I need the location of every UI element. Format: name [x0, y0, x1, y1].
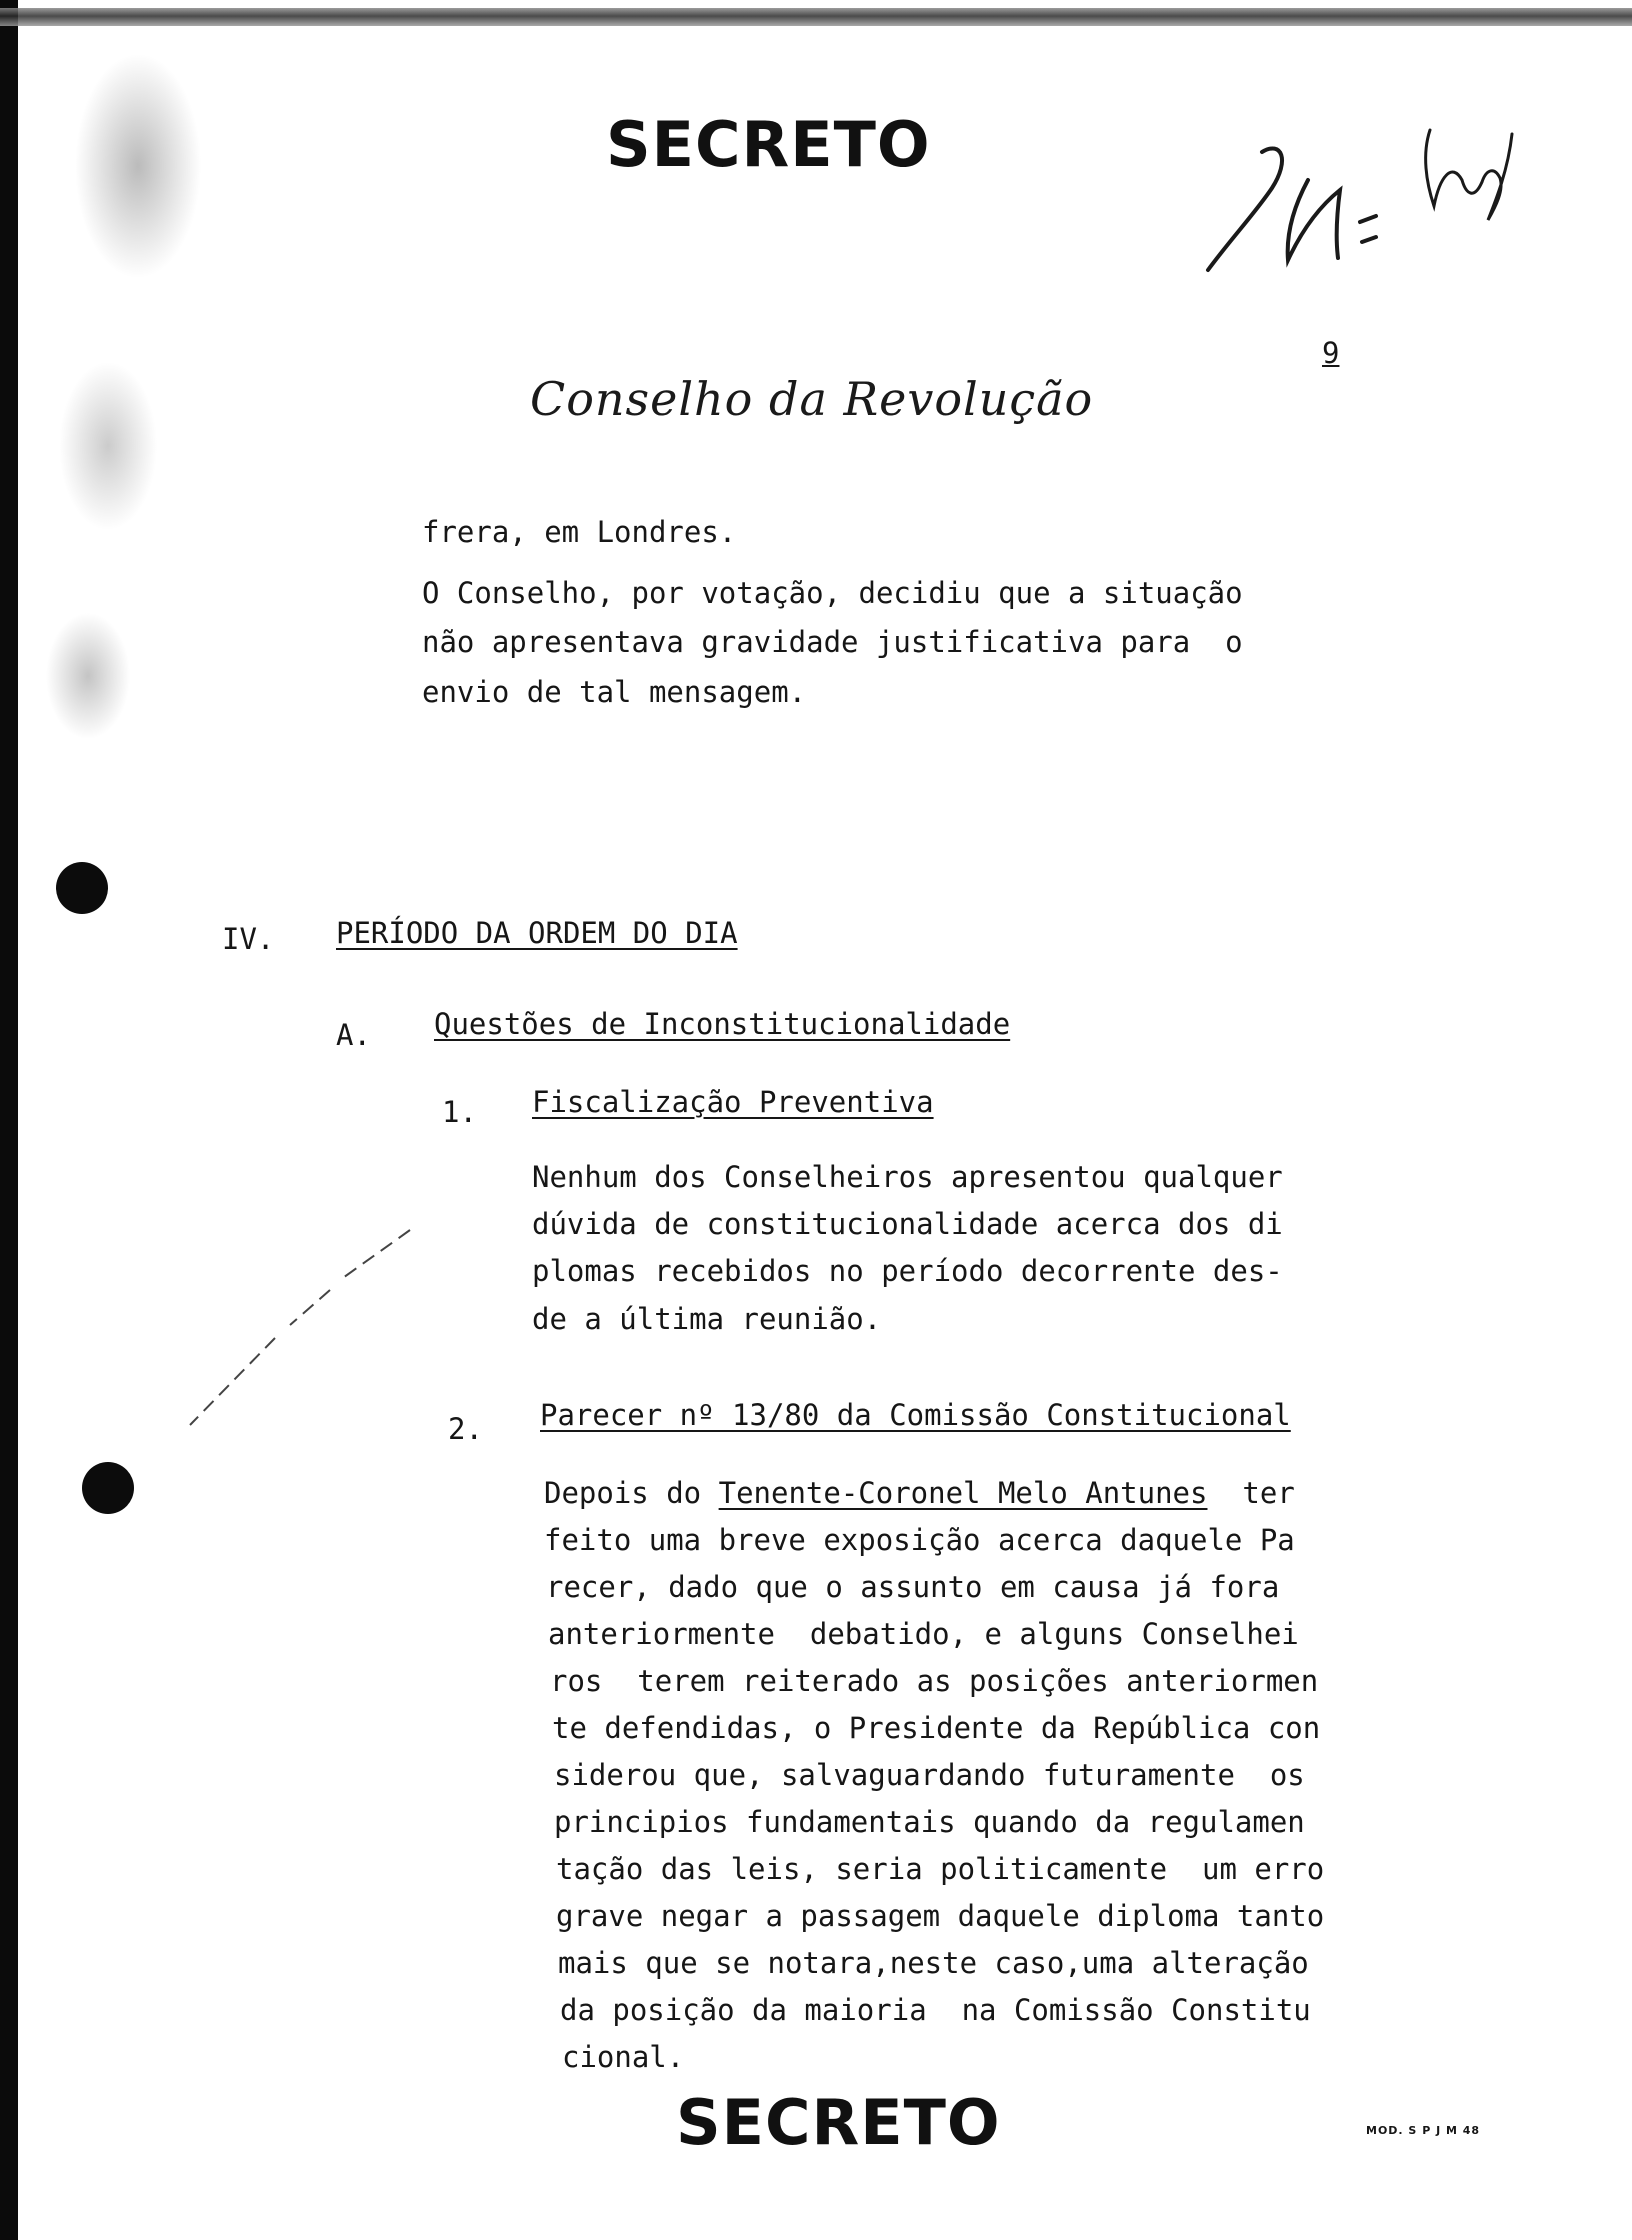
page-number: 9 [1322, 336, 1340, 370]
item-2-line: da posição da maioria na Comissão Constitu [560, 1993, 1311, 2027]
item-2-line [544, 1476, 1295, 1510]
item-number: 2. [448, 1412, 483, 1446]
handwritten-initials [1190, 110, 1520, 300]
letterhead-title: Conselho da Revolução [530, 372, 1094, 426]
item-2-line: ros terem reiterado as posições anteriormen [550, 1664, 1319, 1698]
item-2-line: tação das leis, seria politicamente um erro [556, 1852, 1325, 1886]
section-number: IV. [222, 922, 275, 956]
item-2-line: feito uma breve exposição acerca daquele Pa [544, 1523, 1295, 1557]
scan-smudge [18, 26, 278, 786]
item-2-line: principios fundamentais quando da regulamen [554, 1805, 1305, 1839]
item-2-line: mais que se notara,neste caso,uma alteração [558, 1946, 1309, 1980]
classification-stamp-bottom: SECRETO [676, 2086, 1001, 2159]
item-1-line: Nenhum dos Conselheiros apresentou qualquer [532, 1160, 1283, 1194]
scan-left-edge [0, 0, 18, 2240]
punch-hole-top [56, 862, 108, 914]
stray-pen-mark [180, 1220, 420, 1440]
item-title: Fiscalização Preventiva [532, 1085, 934, 1119]
item-2-line: te defendidas, o Presidente da República con [552, 1711, 1321, 1745]
intro-line: O Conselho, por votação, decidiu que a situação [422, 576, 1243, 610]
item-2-line: anteriormente debatido, e alguns Conselhei [548, 1617, 1299, 1651]
scan-top-edge [0, 8, 1632, 26]
classification-stamp-top: SECRETO [606, 108, 931, 181]
item-2-line: cional. [562, 2040, 685, 2074]
intro-line: frera, em Londres. [422, 515, 737, 549]
item-2-line: siderou que, salvaguardando futuramente os [554, 1758, 1305, 1792]
subsection-letter: A. [336, 1018, 371, 1052]
subsection-title: Questões de Inconstitucionalidade [434, 1007, 1011, 1041]
item-1-line: plomas recebidos no período decorrente des- [532, 1254, 1283, 1288]
person-name: Tenente-Coronel Melo Antunes [718, 1476, 1208, 1510]
intro-line: envio de tal mensagem. [422, 675, 807, 709]
item-2-line-end: ter [1207, 1476, 1295, 1510]
form-code: MOD. S P J M 48 [1366, 2124, 1481, 2137]
item-2-line-start: Depois do [544, 1476, 719, 1510]
intro-line: não apresentava gravidade justificativa para o [422, 625, 1243, 659]
item-2-line: recer, dado que o assunto em causa já fora [546, 1570, 1280, 1604]
item-2-line: grave negar a passagem daquele diploma tanto [556, 1899, 1325, 1933]
item-title: Parecer nº 13/80 da Comissão Constitucional [540, 1398, 1291, 1432]
punch-hole-bottom [82, 1462, 134, 1514]
item-number: 1. [442, 1095, 477, 1129]
item-1-line: de a última reunião. [532, 1302, 882, 1336]
item-1-line: dúvida de constitucionalidade acerca dos di [532, 1207, 1283, 1241]
section-title: PERÍODO DA ORDEM DO DIA [336, 916, 738, 950]
